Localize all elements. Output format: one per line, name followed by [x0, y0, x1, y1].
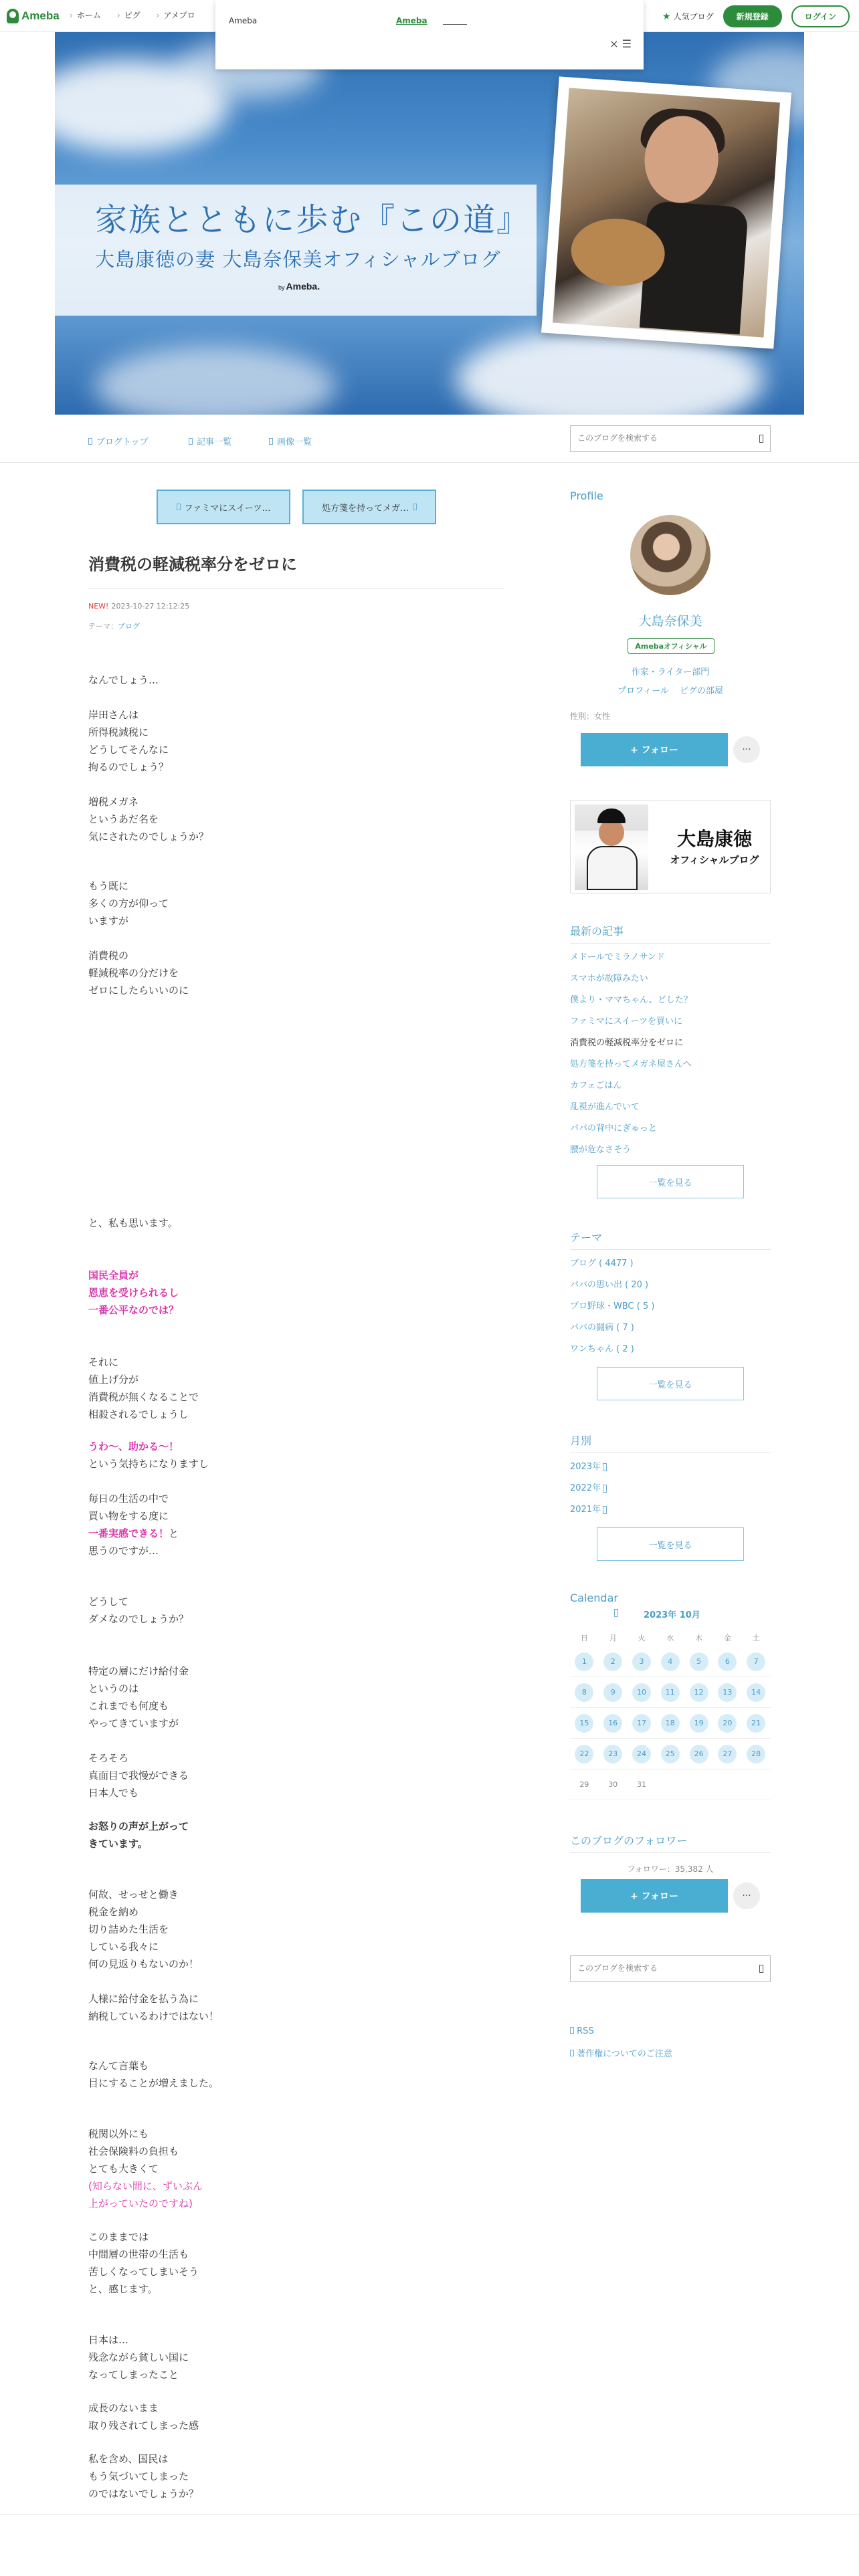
weekday-label: 火 [638, 1634, 646, 1642]
list-icon [189, 438, 193, 445]
calendar-cell [570, 1745, 599, 1763]
calendar-week [570, 1769, 771, 1800]
followers-heading: このブログのフォロワー [570, 1834, 688, 1847]
calendar-cell [599, 1652, 628, 1671]
calendar-cell [599, 1683, 628, 1702]
new-badge: NEW! [88, 602, 109, 611]
calendar-cell [656, 1714, 684, 1733]
register-button[interactable]: 新規登録 [723, 5, 782, 27]
star-icon: ★ [662, 11, 671, 22]
rss-link[interactable]: RSS [570, 2026, 594, 2036]
recent-item[interactable]: 僕より・ママちゃん、どした？ [570, 995, 692, 1005]
month-item[interactable]: 2022年 [570, 1482, 607, 1503]
calendar-cell [742, 1652, 771, 1671]
blog-nav [0, 415, 859, 463]
calendar-day[interactable]: 4 [661, 1652, 680, 1671]
weekday-label: 土 [752, 1634, 760, 1642]
ameba-logo-text: Ameba [21, 9, 60, 22]
follow-button-bottom[interactable]: + フォロー [581, 1879, 728, 1913]
calendar-day[interactable]: 19 [690, 1714, 708, 1733]
blog-subtitle: 大島康徳の妻 大島奈保美オフィシャルブログ [95, 248, 501, 271]
login-button[interactable]: ログイン [791, 5, 850, 27]
popup-divider [443, 24, 467, 25]
husband-blog-label: オフィシャルブログ [670, 854, 759, 866]
calendar-day[interactable]: 23 [603, 1745, 622, 1763]
chevron-left-icon [177, 504, 181, 510]
calendar-day[interactable]: 17 [632, 1714, 651, 1733]
calendar-weekdays [570, 1629, 771, 1646]
calendar-cell [570, 1776, 599, 1794]
calendar-day[interactable]: 3 [632, 1652, 651, 1671]
recent-heading: 最新の記事 [570, 925, 624, 938]
calendar-cell [713, 1652, 742, 1671]
calendar-cell [713, 1714, 742, 1733]
article-paragraph: 税関以外にも 社会保険料の負担も とても大きくて (知らない間に、ずいぶん 上がっていたのですね) [88, 2128, 203, 2210]
article-paragraph: このままでは 中間層の世帯の生活も 苦しくなってしまいそう と、感じます。 [88, 2231, 199, 2295]
calendar-cell [656, 1683, 684, 1702]
blog-header-banner[interactable] [55, 32, 804, 415]
more-options-button[interactable]: ··· [733, 736, 760, 763]
recent-item[interactable]: メドールでミラノサンド [570, 952, 665, 962]
calendar-cell [628, 1714, 656, 1733]
calendar-day[interactable]: 10 [632, 1683, 651, 1702]
article-theme: テーマ：ブログ [88, 622, 140, 631]
more-options-button-bottom[interactable]: ··· [733, 1883, 760, 1909]
article-paragraph: うわ〜、助かる〜！ という気持ちになりますし [88, 1440, 209, 1470]
theme-item[interactable]: ブログ ( 4477 ) [570, 1259, 634, 1269]
search-icon[interactable] [759, 435, 763, 443]
theme-item[interactable]: パパの闘病 ( 7 ) [570, 1323, 634, 1333]
calendar-cell [628, 1776, 656, 1794]
weekday-label: 月 [609, 1634, 617, 1642]
recent-item[interactable]: パパの背中にぎゅっと [570, 1123, 658, 1134]
article-date: NEW! 2023-10-27 12:12:25 [88, 602, 190, 611]
calendar-cell [684, 1745, 713, 1763]
page-icon [88, 438, 92, 445]
calendar-cell [570, 1652, 599, 1671]
calendar-cell [570, 1714, 599, 1733]
ameba-logo-icon [7, 9, 19, 23]
calendar-cell [713, 1683, 742, 1702]
article-paragraph: 私を含め、国民は もう気づいてしまった のではないでしょうか？ [88, 2453, 199, 2500]
article-paragraph: 人様に給付金を払う為に 納税しているわけではない！ [88, 1993, 219, 2022]
calendar-cell [656, 1745, 684, 1763]
calendar-day[interactable]: 24 [632, 1745, 651, 1763]
theme-item[interactable]: ワンちゃん ( 2 ) [570, 1344, 634, 1354]
calendar-day[interactable]: 6 [718, 1652, 737, 1671]
calendar-week [570, 1646, 771, 1677]
calendar-week [570, 1708, 771, 1739]
weekday-label: 金 [723, 1634, 731, 1642]
page-bottom-divider [0, 2514, 859, 2515]
calendar-cell [742, 1745, 771, 1763]
calendar-day[interactable]: 26 [690, 1745, 708, 1763]
recent-item[interactable]: カフェごはん [570, 1081, 622, 1091]
theme-see-all-button[interactable]: 一覧を見る [597, 1367, 744, 1400]
calendar-day[interactable]: 5 [690, 1652, 708, 1671]
calendar-cell [684, 1714, 713, 1733]
official-badge: Amebaオフィシャル [628, 638, 714, 654]
calendar-cell [684, 1683, 713, 1702]
calendar-day[interactable]: 28 [747, 1745, 765, 1763]
month-list [570, 1461, 607, 1525]
image-icon [269, 438, 273, 445]
calendar-day[interactable]: 21 [747, 1714, 765, 1733]
notification-popup [215, 0, 644, 70]
article-theme-link[interactable]: ブログ [118, 622, 140, 631]
rss-icon [570, 2027, 574, 2034]
global-nav-ameblo[interactable]: › アメブロ [157, 9, 195, 21]
calendar-week [570, 1739, 771, 1769]
blog-search-top [570, 425, 771, 452]
article-paragraph: そろそろ 真面目で我慢ができる 日本人でも [88, 1752, 189, 1799]
blog-title: 家族とともに歩む『この道』 [95, 201, 531, 239]
calendar-day[interactable]: 22 [575, 1745, 593, 1763]
calendar-day[interactable]: 25 [661, 1745, 680, 1763]
recent-item[interactable]: ファミマにスイーツを買いに [570, 1016, 682, 1027]
calendar-day[interactable]: 20 [718, 1714, 737, 1733]
article-paragraph: 増税メガネ というあだ名を 気にされたのでしょうか？ [88, 796, 209, 843]
profile-link[interactable]: プロフィール [617, 686, 669, 696]
global-nav-home[interactable]: › ホーム [70, 9, 101, 21]
calendar-nav [570, 1608, 771, 1624]
profile-category[interactable]: 作家・ライター部門 [631, 667, 710, 677]
husband-name: 大島康徳 [676, 828, 752, 850]
calendar-cell [628, 1745, 656, 1763]
recent-item[interactable]: スマホが故障みたい [570, 974, 648, 984]
weekday-label: 日 [580, 1634, 588, 1642]
theme-list [570, 1257, 654, 1364]
next-article-button[interactable]: 処方箋を持ってメガ… [302, 490, 436, 524]
calendar-cell [599, 1745, 628, 1763]
prev-article-button[interactable]: ファミマにスイーツ… [157, 490, 290, 524]
weekday-label: 木 [695, 1634, 703, 1642]
blog-nav-top[interactable]: ブログトップ [88, 435, 149, 447]
calendar-day[interactable]: 1 [575, 1652, 593, 1671]
article-paragraph: なんて言葉も 目にすることが増えました。 [88, 2060, 219, 2089]
calendar-day[interactable]: 7 [747, 1652, 765, 1671]
calendar-day: 30 [608, 1780, 618, 1789]
blog-search-input-bottom[interactable] [571, 1956, 738, 1980]
recent-item[interactable]: 処方箋を持ってメガネ屋さんへ [570, 1059, 692, 1069]
article-title: 消費税の軽減税率分をゼロに [88, 551, 504, 588]
month-see-all-button[interactable]: 一覧を見る [597, 1527, 744, 1561]
global-nav [70, 9, 195, 21]
calendar-day[interactable]: 13 [718, 1683, 737, 1702]
followers-count: フォロワー：35,382 人 [627, 1864, 714, 1874]
info-icon [570, 2050, 574, 2056]
ameba-logo[interactable] [7, 8, 60, 24]
article-paragraph: 何故、せっせと働き 税金を納め 切り詰めた生活を している我々に 何の見返りもないのか！ [88, 1889, 199, 1970]
recent-item[interactable]: 乱視が進んでいて [570, 1102, 640, 1112]
blog-search-bottom [570, 1955, 771, 1982]
article-paragraph: 毎日の生活の中で 買い物をする度に 一番実感できる！と 思うのですが… [88, 1493, 179, 1557]
month-item[interactable]: 2021年 [570, 1503, 607, 1525]
calendar-grid [570, 1629, 771, 1800]
calendar-day[interactable]: 14 [747, 1683, 765, 1702]
calendar-cell [599, 1714, 628, 1733]
calendar-cell [656, 1652, 684, 1671]
profile-gender: 性別：女性 [570, 712, 611, 721]
calendar-cell [742, 1714, 771, 1733]
calendar-heading: Calendar [570, 1592, 618, 1604]
article-paragraph: 日本は… 残念ながら貧しい国に なってしまったこと [88, 2334, 189, 2381]
article-paragraph: 消費税の 軽減税率の分だけを ゼロにしたらいいのに [88, 950, 189, 996]
husband-photo [575, 804, 648, 890]
pigg-room-link[interactable]: ピグの部屋 [679, 686, 723, 696]
popular-blog-label: 人気ブログ [673, 12, 714, 21]
calendar-cell [684, 1652, 713, 1671]
calendar-cell [628, 1683, 656, 1702]
calendar-day: 31 [636, 1780, 646, 1789]
banner-by-ameba: by Ameba. [278, 281, 320, 292]
profile-name[interactable]: 大島奈保美 [638, 614, 702, 629]
global-header-actions [662, 5, 850, 27]
theme-heading: テーマ [570, 1231, 603, 1244]
calendar-day[interactable]: 12 [690, 1683, 708, 1702]
calendar-day[interactable]: 15 [575, 1714, 593, 1733]
article-paragraph: 岸田さんは 所得税減税に どうしてそんなに 拘るのでしょう？ [88, 709, 169, 773]
article-paragraph: もう既に 多くの方が仰って いますが [88, 880, 169, 927]
recent-item[interactable]: 腰が危なさそう [570, 1145, 632, 1155]
chevron-right-icon [413, 504, 417, 510]
recent-see-all-button[interactable]: 一覧を見る [597, 1165, 744, 1198]
follow-button[interactable]: + フォロー [581, 733, 728, 766]
popup-link[interactable]: Ameba [396, 16, 427, 25]
article-paragraph: なんでしょう… [88, 674, 159, 686]
blog-search-input-top[interactable] [571, 426, 738, 450]
calendar-day[interactable]: 18 [661, 1714, 680, 1733]
chevron-left-icon[interactable] [614, 1609, 618, 1617]
theme-item[interactable]: パパの思い出 ( 20 ) [570, 1280, 649, 1290]
calendar-day[interactable]: 2 [603, 1652, 622, 1671]
close-icon[interactable]: × ☰ [609, 37, 632, 50]
calendar-month-label: 2023年 10月 [644, 1610, 700, 1620]
calendar-day[interactable]: 16 [603, 1714, 622, 1733]
calendar-day[interactable]: 8 [575, 1683, 593, 1702]
calendar-cell [713, 1745, 742, 1763]
calendar-cell [570, 1683, 599, 1702]
month-item[interactable]: 2023年 [570, 1461, 607, 1482]
profile-links [570, 683, 771, 696]
popular-blog-link[interactable] [662, 11, 714, 22]
calendar-cell [742, 1683, 771, 1702]
calendar-day[interactable]: 11 [661, 1683, 680, 1702]
profile-avatar[interactable] [630, 515, 710, 595]
blog-nav-images[interactable]: 画像一覧 [269, 435, 312, 447]
copyright-link[interactable]: 著作権についてのご注意 [570, 2046, 672, 2059]
month-heading: 月別 [570, 1434, 592, 1447]
blog-nav-entries[interactable]: 記事一覧 [189, 435, 231, 447]
article-paragraph: どうして ダメなのでしょうか？ [88, 1596, 189, 1625]
article-paragraph: 特定の層にだけ給付金 というのは これまでも何度も やってきていますが [88, 1665, 189, 1729]
calendar-day: 29 [579, 1780, 589, 1789]
recent-list [570, 951, 692, 1165]
article-emphasis: 国民全員が 恩恵を受けられるし 一番公平なのでは？ [88, 1269, 179, 1316]
calendar-cell [628, 1652, 656, 1671]
popup-brand: Ameba [229, 16, 258, 25]
calendar-day[interactable]: 27 [718, 1745, 737, 1763]
profile-heading: Profile [570, 490, 603, 502]
calendar-day[interactable]: 9 [603, 1683, 622, 1702]
search-icon[interactable] [759, 1965, 763, 1973]
article-paragraph: と、私も思います。 [88, 1217, 178, 1229]
article-paragraph: それに 値上げ分が 消費税が無くなることで 相殺されるでしょうし [88, 1356, 199, 1420]
husband-blog-banner[interactable] [570, 800, 771, 893]
recent-item-current[interactable]: 消費税の軽減税率分をゼロに [570, 1038, 684, 1048]
calendar-week [570, 1677, 771, 1708]
article-paragraph: お怒りの声が上がって きています。 [88, 1820, 189, 1850]
article-paragraph: 成長のないまま 取り残されてしまった感 [88, 2402, 199, 2432]
banner-photo [541, 76, 791, 348]
calendar-cell [599, 1776, 628, 1794]
global-nav-pigg[interactable]: › ピグ [117, 9, 140, 21]
weekday-label: 水 [666, 1634, 674, 1642]
theme-item[interactable]: プロ野球・WBC ( 5 ) [570, 1301, 655, 1311]
